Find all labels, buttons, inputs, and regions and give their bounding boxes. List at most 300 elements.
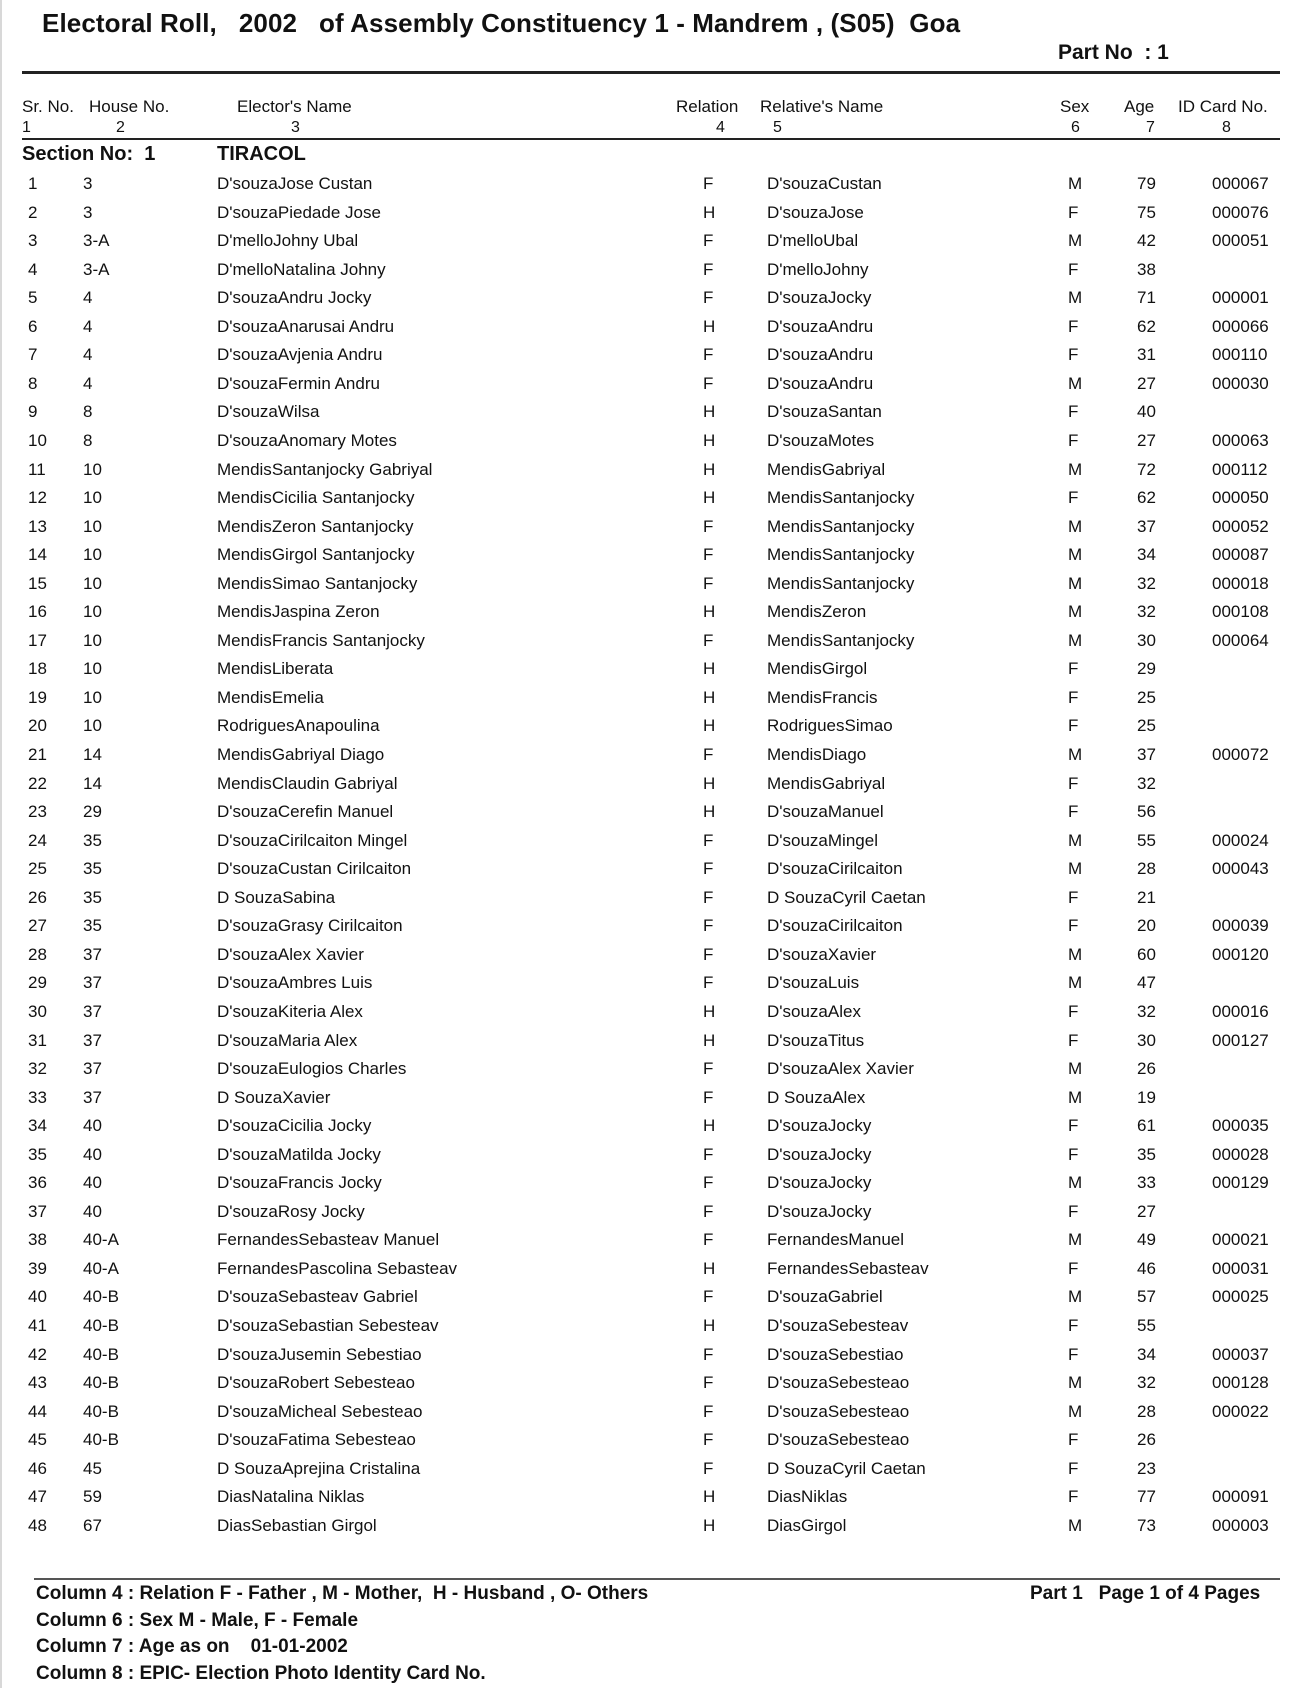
- relative-name: [767, 374, 873, 394]
- elector-given-name: Sebasteav Manuel: [298, 1230, 440, 1250]
- sex: M: [1068, 459, 1083, 479]
- elector-name: [217, 1145, 381, 1165]
- table-row: [0, 745, 1302, 773]
- sr-no: 40: [28, 1287, 47, 1307]
- sex: M: [1068, 830, 1083, 850]
- elector-name: [217, 1173, 382, 1193]
- elector-name: [217, 745, 384, 765]
- table-row: [0, 374, 1302, 402]
- elector-name: [217, 888, 335, 908]
- relation: F: [703, 1401, 714, 1421]
- id-card-no: 000076: [1212, 202, 1269, 222]
- relative-name: [767, 1345, 904, 1365]
- elector-name: [217, 317, 394, 337]
- house-no: 37: [83, 1030, 102, 1050]
- house-no: 10: [83, 659, 102, 679]
- age: 34: [1137, 545, 1156, 565]
- col-header-sex: Sex: [1060, 97, 1090, 116]
- elector-name: [217, 1116, 371, 1136]
- relative-given-name: Alex Xavier: [827, 1059, 914, 1079]
- sr-no: 33: [28, 1087, 47, 1107]
- relative-name: [767, 745, 866, 765]
- sex: M: [1068, 745, 1083, 764]
- house-no: 10: [83, 459, 102, 479]
- elector-name: [217, 716, 380, 736]
- relative-name: [767, 203, 864, 223]
- id-card-no: 000001: [1212, 288, 1269, 308]
- relative-given-name: Francis: [821, 687, 878, 707]
- id-card-no: 000051: [1212, 231, 1269, 251]
- relative-name: [767, 488, 914, 508]
- age: 28: [1137, 859, 1156, 879]
- sex: F: [1068, 773, 1079, 793]
- house-no: 8: [83, 402, 93, 422]
- relative-given-name: Cyril Caetan: [832, 887, 926, 907]
- sex: F: [1068, 316, 1079, 336]
- elector-surname: D'souza: [217, 1287, 278, 1307]
- relation: F: [703, 944, 714, 964]
- relative-given-name: Gabriyal: [821, 773, 886, 793]
- relative-surname: D Souza: [767, 1458, 833, 1478]
- elector-name: [217, 659, 333, 679]
- table-row: [0, 945, 1302, 973]
- relative-given-name: Luis: [827, 973, 860, 993]
- relative-surname: D'souza: [767, 174, 828, 193]
- relative-given-name: Jocky: [827, 288, 872, 308]
- elector-given-name: Girgol Santanjocky: [271, 545, 415, 565]
- elector-surname: D'souza: [217, 345, 278, 365]
- relative-name: [767, 1230, 904, 1250]
- relative-name: [767, 431, 874, 451]
- sr-no: 42: [28, 1344, 47, 1364]
- elector-name: [217, 1487, 364, 1507]
- id-card-no: 000112: [1212, 459, 1268, 479]
- relative-surname: Rodrigues: [767, 716, 845, 736]
- relative-surname: D Souza: [767, 887, 833, 907]
- house-no: 59: [83, 1487, 102, 1507]
- table-row: [0, 859, 1302, 887]
- sex: M: [1068, 602, 1083, 622]
- sex: M: [1068, 1087, 1083, 1107]
- age: 27: [1137, 373, 1156, 393]
- id-card-no: 000003: [1212, 1515, 1269, 1535]
- relative-surname: Mendis: [767, 459, 822, 479]
- relative-surname: Mendis: [767, 659, 822, 679]
- house-no: 3: [83, 202, 93, 222]
- elector-surname: Mendis: [217, 745, 272, 764]
- relative-given-name: Motes: [827, 430, 875, 450]
- relation: F: [703, 345, 714, 365]
- house-no: 37: [83, 973, 102, 993]
- elector-surname: Dias: [217, 1487, 252, 1507]
- relative-name: [767, 973, 859, 993]
- elector-name: [217, 1430, 416, 1450]
- relative-surname: D'souza: [767, 1059, 828, 1079]
- relation: H: [703, 316, 716, 336]
- age: 42: [1137, 231, 1156, 251]
- age: 26: [1137, 1059, 1156, 1079]
- relation: F: [703, 516, 714, 536]
- sex: M: [1068, 1230, 1083, 1250]
- elector-surname: Mendis: [217, 687, 272, 707]
- sex: M: [1068, 516, 1083, 536]
- sr-no: 20: [28, 716, 47, 736]
- sex: F: [1068, 1201, 1079, 1221]
- relative-surname: Dias: [767, 1515, 802, 1535]
- table-row: [0, 659, 1302, 687]
- relative-name: [767, 916, 903, 936]
- relative-surname: D'souza: [767, 1344, 828, 1364]
- elector-name: [217, 831, 407, 851]
- sex: F: [1068, 202, 1079, 222]
- relative-given-name: Mingel: [827, 830, 878, 850]
- id-card-no: 000063: [1212, 430, 1269, 450]
- relative-surname: Fernandes: [767, 1230, 849, 1250]
- relative-name: [767, 659, 867, 679]
- relation: H: [703, 773, 716, 793]
- elector-surname: D Souza: [217, 1087, 283, 1107]
- elector-surname: Mendis: [217, 459, 272, 479]
- age: 62: [1137, 316, 1156, 336]
- relative-given-name: Titus: [827, 1030, 865, 1050]
- relative-given-name: Diago: [821, 745, 867, 764]
- elector-given-name: Santanjocky Gabriyal: [271, 459, 433, 479]
- sex: M: [1068, 1373, 1083, 1393]
- house-no: 35: [83, 859, 102, 879]
- age: 27: [1137, 430, 1156, 450]
- elector-given-name: Kiteria Alex: [277, 1001, 363, 1021]
- elector-surname: D'souza: [217, 944, 278, 964]
- elector-given-name: Francis Jocky: [277, 1173, 382, 1193]
- sr-no: 12: [28, 488, 47, 508]
- house-no: 40-B: [83, 1430, 119, 1450]
- sex: M: [1068, 1287, 1083, 1307]
- age: 35: [1137, 1144, 1156, 1164]
- sex: M: [1068, 231, 1083, 251]
- sr-no: 4: [28, 259, 38, 279]
- relative-name: [767, 1516, 846, 1536]
- age: 56: [1137, 802, 1156, 822]
- elector-surname: D'souza: [217, 174, 278, 193]
- relation: F: [703, 830, 714, 850]
- elector-name: [217, 916, 403, 936]
- relative-surname: D'mello: [767, 231, 824, 251]
- sex: F: [1068, 1344, 1079, 1364]
- age: 29: [1137, 659, 1156, 679]
- elector-surname: D'souza: [217, 288, 278, 308]
- house-no: 3-A: [83, 259, 110, 279]
- sex: F: [1068, 1001, 1079, 1021]
- relative-name: [767, 1116, 871, 1136]
- sex: M: [1068, 859, 1083, 879]
- relative-surname: D'souza: [767, 1430, 828, 1450]
- elector-surname: D'souza: [217, 1201, 278, 1221]
- house-no: 10: [83, 602, 102, 622]
- age: 19: [1137, 1087, 1156, 1107]
- relative-surname: D'souza: [767, 1173, 828, 1193]
- col-header-relative-name: Relative's Name: [760, 97, 884, 116]
- table-row: [0, 1230, 1302, 1258]
- relation: H: [703, 1001, 716, 1021]
- relation: H: [703, 659, 716, 679]
- table-row: [0, 517, 1302, 545]
- table-row: [0, 345, 1302, 373]
- sex: M: [1068, 1059, 1083, 1079]
- relation: F: [703, 1144, 714, 1164]
- sr-no: 3: [28, 231, 38, 251]
- age: 49: [1137, 1230, 1156, 1250]
- elector-given-name: Cirilcaiton Mingel: [277, 830, 408, 850]
- id-card-no: 000022: [1212, 1401, 1269, 1421]
- house-no: 29: [83, 802, 102, 822]
- relative-given-name: Xavier: [827, 944, 877, 964]
- relation: F: [703, 1087, 714, 1107]
- table-row: [0, 1145, 1302, 1173]
- age: 46: [1137, 1258, 1156, 1278]
- relative-name: [767, 688, 878, 708]
- relative-name: [767, 1430, 909, 1450]
- age: 75: [1137, 202, 1156, 222]
- id-card-no: 000043: [1212, 859, 1269, 879]
- sr-no: 22: [28, 773, 47, 793]
- sr-no: 26: [28, 887, 47, 907]
- relative-surname: D'souza: [767, 973, 828, 993]
- table-row: [0, 1516, 1302, 1544]
- sex: F: [1068, 1116, 1079, 1136]
- sex: F: [1068, 345, 1079, 365]
- relative-surname: Mendis: [767, 687, 822, 707]
- age: 40: [1137, 402, 1156, 422]
- house-no: 10: [83, 516, 102, 536]
- house-no: 3: [83, 174, 93, 193]
- elector-given-name: Johny Ubal: [273, 231, 359, 251]
- relative-name: [767, 460, 885, 480]
- table-row: [0, 774, 1302, 802]
- elector-surname: D Souza: [217, 1458, 283, 1478]
- table-row: [0, 1059, 1302, 1087]
- elector-surname: D'souza: [217, 1173, 278, 1193]
- age: 21: [1137, 887, 1156, 907]
- sr-no: 31: [28, 1030, 47, 1050]
- house-no: 40: [83, 1116, 102, 1136]
- house-no: 40-B: [83, 1373, 119, 1393]
- col-header-elector-name: Elector's Name: [237, 97, 352, 116]
- elector-surname: D'souza: [217, 1316, 278, 1335]
- sr-no: 43: [28, 1373, 47, 1393]
- sex: M: [1068, 1515, 1083, 1535]
- sex: F: [1068, 916, 1079, 936]
- elector-given-name: Emelia: [271, 687, 324, 707]
- age: 77: [1137, 1487, 1156, 1507]
- house-no: 40-B: [83, 1287, 119, 1307]
- sr-no: 5: [28, 288, 38, 308]
- relative-given-name: Sebesteao: [827, 1401, 910, 1421]
- relation: F: [703, 1059, 714, 1079]
- sr-no: 2: [28, 202, 38, 222]
- house-no: 14: [83, 745, 102, 764]
- relation: F: [703, 373, 714, 393]
- elector-surname: D'souza: [217, 1001, 278, 1021]
- relation: H: [703, 459, 716, 479]
- relation: H: [703, 602, 716, 622]
- relation: F: [703, 630, 714, 650]
- table-row: [0, 916, 1302, 944]
- relative-surname: D'souza: [767, 802, 828, 822]
- col-number: 8: [1222, 119, 1231, 136]
- sr-no: 23: [28, 802, 47, 822]
- relation: H: [703, 687, 716, 707]
- section-number: Section No: 1: [22, 143, 156, 165]
- elector-surname: Mendis: [217, 488, 272, 508]
- elector-given-name: Piedade Jose: [277, 202, 381, 222]
- table-row: [0, 1287, 1302, 1315]
- id-card-no: 000127: [1212, 1030, 1269, 1050]
- relative-name: [767, 774, 885, 794]
- sr-no: 21: [28, 745, 47, 764]
- elector-surname: D'souza: [217, 859, 278, 879]
- elector-surname: D'mello: [217, 231, 274, 251]
- elector-surname: Mendis: [217, 773, 272, 793]
- relative-name: [767, 517, 914, 537]
- sex: F: [1068, 1144, 1079, 1164]
- relative-surname: Mendis: [767, 488, 822, 508]
- elector-given-name: Wilsa: [277, 402, 320, 422]
- elector-surname: D'souza: [217, 973, 278, 993]
- sex: F: [1068, 259, 1079, 279]
- footer-divider: [34, 1578, 1280, 1580]
- relative-name: [767, 402, 882, 422]
- elector-surname: D'souza: [217, 1401, 278, 1421]
- elector-surname: D'souza: [217, 802, 278, 822]
- relative-surname: D'souza: [767, 1116, 828, 1136]
- elector-surname: Fernandes: [217, 1230, 299, 1250]
- relative-given-name: Andru: [827, 316, 874, 336]
- elector-given-name: Francis Santanjocky: [271, 630, 425, 650]
- relative-name: [767, 1373, 909, 1393]
- elector-given-name: Sabina: [282, 887, 336, 907]
- relative-surname: D'souza: [767, 1030, 828, 1050]
- relative-surname: D'souza: [767, 1201, 828, 1221]
- id-card-no: 000016: [1212, 1001, 1269, 1021]
- relation: H: [703, 1316, 716, 1335]
- table-row: [0, 1402, 1302, 1430]
- sr-no: 1: [28, 174, 38, 193]
- elector-surname: D'mello: [217, 259, 274, 279]
- table-row: [0, 1430, 1302, 1458]
- relative-name: [767, 1002, 861, 1022]
- relative-name: [767, 716, 893, 736]
- house-no: 37: [83, 944, 102, 964]
- relation: F: [703, 916, 714, 936]
- relative-surname: D'souza: [767, 202, 828, 222]
- relative-surname: D'souza: [767, 916, 828, 936]
- elector-name: [217, 1516, 377, 1536]
- table-row: [0, 688, 1302, 716]
- part-number: Part No : 1: [1058, 41, 1169, 64]
- relative-name: [767, 1059, 914, 1079]
- relative-given-name: Jocky: [827, 1116, 872, 1136]
- house-no: 10: [83, 545, 102, 565]
- relative-given-name: Alex: [827, 1001, 861, 1021]
- sex: F: [1068, 887, 1079, 907]
- sr-no: 27: [28, 916, 47, 936]
- sr-no: 24: [28, 830, 47, 850]
- col-header-house-no: House No.: [89, 97, 170, 116]
- elector-name: [217, 774, 398, 794]
- relative-name: [767, 545, 914, 565]
- relative-given-name: Manuel: [848, 1230, 905, 1250]
- elector-given-name: Eulogios Charles: [277, 1059, 407, 1079]
- elector-name: [217, 602, 380, 622]
- relative-name: [767, 345, 873, 365]
- table-row: [0, 1459, 1302, 1487]
- sr-no: 25: [28, 859, 47, 879]
- sr-no: 11: [28, 459, 46, 479]
- table-row: [0, 231, 1302, 259]
- col-header-id-card: ID Card No.: [1178, 97, 1268, 116]
- age: 79: [1137, 174, 1156, 193]
- sex: F: [1068, 1458, 1079, 1478]
- elector-given-name: Anarusai Andru: [277, 316, 395, 336]
- elector-name: [217, 260, 386, 280]
- sex: M: [1068, 373, 1083, 393]
- relation: F: [703, 174, 714, 193]
- table-row: [0, 831, 1302, 859]
- relation: F: [703, 1230, 714, 1250]
- age: 33: [1137, 1173, 1156, 1193]
- elector-given-name: Sebasteav Gabriel: [277, 1287, 418, 1307]
- elector-surname: D'souza: [217, 1116, 278, 1136]
- elector-surname: D'souza: [217, 916, 278, 936]
- sr-no: 44: [28, 1401, 47, 1421]
- table-row: [0, 1345, 1302, 1373]
- house-no: 40-A: [83, 1230, 119, 1250]
- relation: F: [703, 1173, 714, 1193]
- sex: M: [1068, 944, 1083, 964]
- sex: F: [1068, 716, 1079, 736]
- elector-given-name: Rosy Jocky: [277, 1201, 365, 1221]
- id-card-no: 000050: [1212, 488, 1269, 508]
- relative-surname: Mendis: [767, 516, 822, 536]
- elector-name: [217, 1202, 365, 1222]
- relative-given-name: Gabriyal: [821, 459, 886, 479]
- relative-given-name: Santanjocky: [821, 545, 915, 565]
- age: 30: [1137, 630, 1156, 650]
- sr-no: 30: [28, 1001, 47, 1021]
- house-no: 67: [83, 1515, 102, 1535]
- relative-surname: D'souza: [767, 1373, 828, 1393]
- relative-surname: D'souza: [767, 1001, 828, 1021]
- table-row: [0, 1116, 1302, 1144]
- relative-surname: D'souza: [767, 288, 828, 308]
- id-card-no: 000066: [1212, 316, 1269, 336]
- relative-given-name: Cirilcaiton: [827, 916, 903, 936]
- table-row: [0, 602, 1302, 630]
- house-no: 14: [83, 773, 102, 793]
- relative-given-name: Jose: [827, 202, 864, 222]
- elector-name: [217, 1031, 357, 1051]
- house-no: 37: [83, 1087, 102, 1107]
- age: 28: [1137, 1401, 1156, 1421]
- elector-surname: Mendis: [217, 630, 272, 650]
- sr-no: 39: [28, 1258, 47, 1278]
- col-number: 4: [716, 119, 725, 136]
- table-row: [0, 488, 1302, 516]
- id-card-no: 000030: [1212, 373, 1269, 393]
- sex: F: [1068, 1487, 1079, 1507]
- elector-name: [217, 345, 383, 365]
- elector-surname: D Souza: [217, 887, 283, 907]
